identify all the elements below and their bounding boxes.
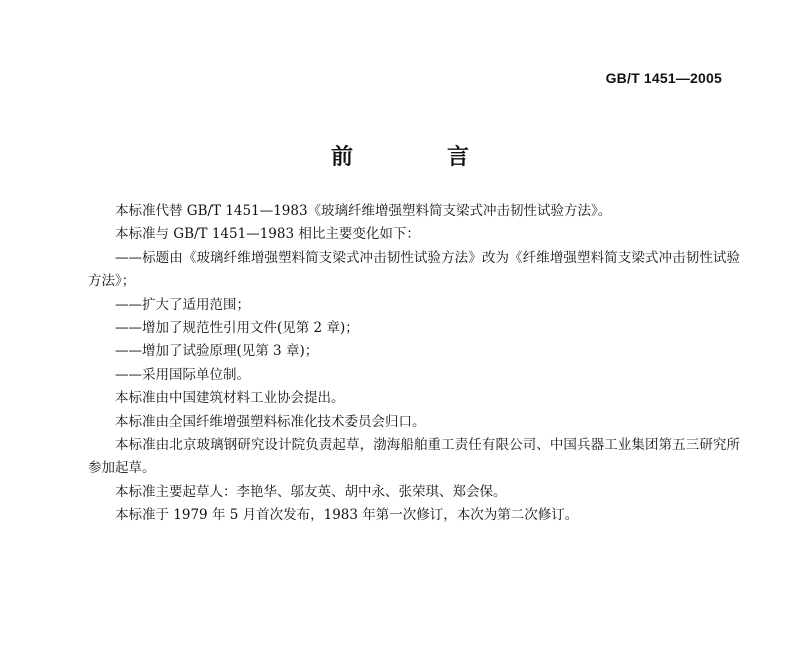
list-item: ——增加了试验原理(见第 3 章)； [115,343,319,360]
list-item: ——增加了规范性引用文件(见第 2 章)； [115,320,359,337]
standard-number: GB/T 1451—2005 [605,70,722,86]
list-item: ——扩大了适用范围； [115,296,250,313]
list-item: ——采用国际单位制。 [115,366,250,383]
paragraph: 本标准由全国纤维增强塑料标准化技术委员会归口。 [115,413,426,430]
page-title: 前 言 [330,144,505,170]
paragraph: 本标准与 GB/T 1451—1983 相比主要变化如下： [115,226,420,243]
list-item: ——标题由《玻璃纤维增强塑料简支梁式冲击韧性试验方法》改为《纤维增强塑料简支梁式冲击韧性试验方法》； [88,249,740,290]
paragraph: 本标准代替 GB/T 1451—1983《玻璃纤维增强塑料简支梁式冲击韧性试验方法》。 [115,203,612,219]
foreword-body [88,200,740,528]
paragraph: 本标准由中国建筑材料工业协会提出。 [115,390,345,407]
paragraph: 本标准由北京玻璃钢研究设计院负责起草，渤海船舶重工责任有限公司、中国兵器工业集团第五三研究所参加起草。 [88,437,740,477]
paragraph: 本标准于 1979 年 5 月首次发布，1983 年第一次修订，本次为第二次修订。 [115,507,579,524]
paragraph: 本标准主要起草人：李艳华、邬友英、胡中永、张荣琪、郑会保。 [115,483,507,500]
